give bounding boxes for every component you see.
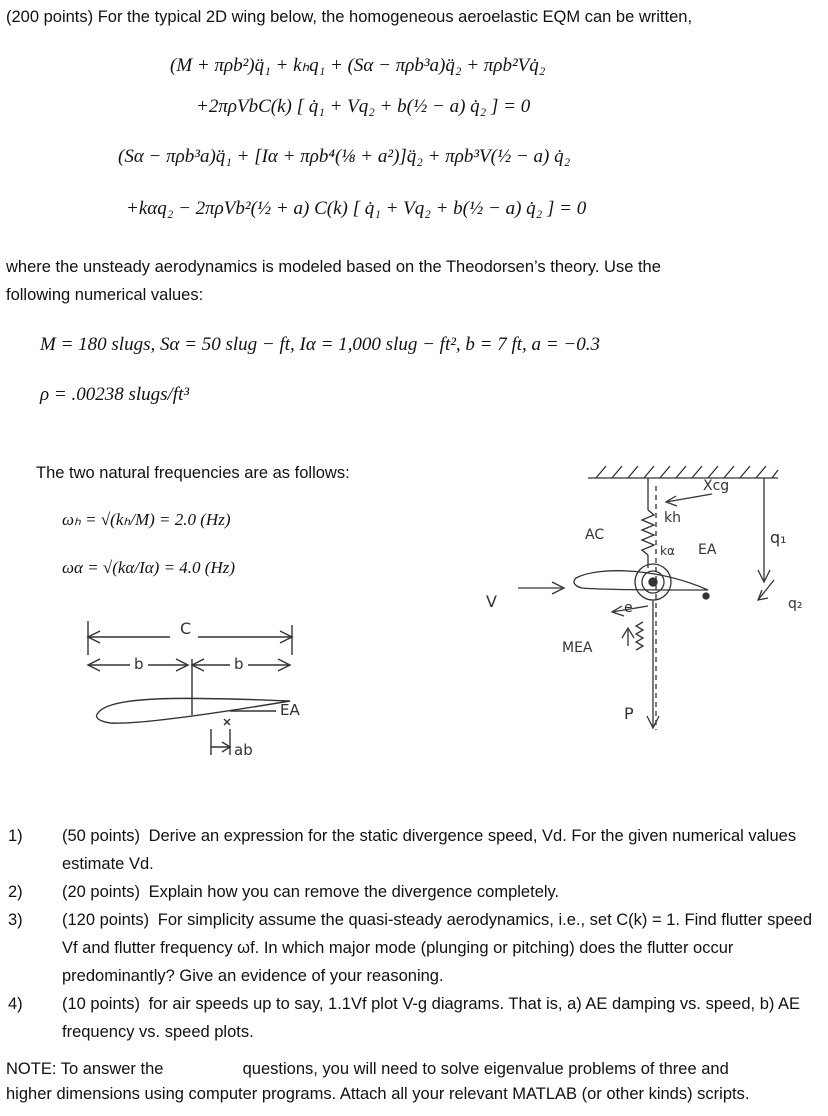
equation-line-2: +2πρVbC(k) [ q̇₁ + Vq₂ + b(½ − a) q̇₂ ] = 0 — [196, 96, 531, 117]
ab-label: ab — [234, 741, 253, 759]
note-line-1-end: questions, you will need to solve eigenvalue problems of three and — [242, 1060, 729, 1078]
question-points: (10 points) — [62, 995, 140, 1013]
xcg-label: Xcg — [703, 478, 730, 494]
ea-label: EA — [280, 701, 300, 719]
question-points: (50 points) — [62, 827, 140, 845]
note-line-1 — [6, 1058, 729, 1080]
mea-label: MEA — [562, 640, 593, 656]
question-text: Derive an expression for the static divergence speed, Vd. For the given numerical values estimate Vd. — [62, 827, 797, 873]
omega-h: ωₕ = √(kₕ/M) = 2.0 (Hz) — [62, 510, 231, 529]
question-item — [0, 878, 822, 906]
question-item — [0, 822, 822, 878]
frequencies-heading: The two natural frequencies are as follows: — [36, 464, 350, 482]
question-text: for air speeds up to say, 1.1Vf plot V-g diagrams. That is, a) AE damping vs. speed, b) AE frequency vs. speed plots. — [62, 995, 801, 1041]
b-right-label: b — [234, 655, 244, 673]
question-number: 1) — [8, 827, 23, 845]
equation-line-3: (Sα − πρb³a)q̈₁ + [Iα + πρb⁴(⅛ + a²)]q̈₂ + πρb³V(½ − a) q̇₂ — [118, 146, 571, 167]
wing-sketch — [478, 450, 823, 740]
question-list — [0, 822, 822, 1046]
wing-sketch-drawing — [478, 450, 823, 740]
question-text: Explain how you can remove the divergence completely. — [148, 883, 560, 901]
question-text: For simplicity assume the quasi-steady aerodynamics, i.e., set C(k) = 1. Find flutter speed Vf and flutter frequency ωf. In which major mode (plunging or pitching) does the flutter occur predominantly? Give an evidence of your reasoning. — [62, 911, 813, 985]
b-left-label: b — [134, 655, 144, 673]
equation-line-1: (M + πρb²)q̈₁ + kₕq₁ + (Sα − πρb³a)q̈₂ + πρb²Vq̇₂ — [170, 55, 546, 76]
question-points: (20 points) — [62, 883, 140, 901]
q1-label: q₁ — [770, 528, 787, 547]
kh-label: kh — [664, 510, 681, 526]
omega-alpha: ωα = √(kα/Iα) = 4.0 (Hz) — [62, 558, 236, 577]
airfoil-sketch — [80, 615, 320, 775]
x-mark-label — [220, 712, 227, 725]
question-number: 4) — [8, 995, 23, 1013]
note-line-2: higher dimensions using computer programs. Attach all your relevant MATLAB (or other kinds) scripts. — [6, 1085, 750, 1103]
airfoil-sketch-drawing — [80, 615, 320, 775]
numerical-values-line-2: ρ = .00238 slugs/ft³ — [40, 384, 190, 405]
question-item — [0, 906, 822, 990]
aero-text-line-1: where the unsteady aerodynamics is modeled based on the Theodorsen’s theory. Use the — [6, 258, 661, 276]
p-label: P — [624, 704, 634, 723]
v-label: V — [486, 592, 497, 611]
question-item — [0, 990, 822, 1046]
note-line-1-start: NOTE: To answer the — [6, 1060, 164, 1078]
numerical-values-line-1: M = 180 slugs, Sα = 50 slug − ft, Iα = 1,000 slug − ft², b = 7 ft, a = −0.3 — [40, 334, 600, 355]
ka-label: kα — [660, 544, 675, 558]
problem-intro: (200 points) For the typical 2D wing below, the homogeneous aeroelastic EQM can be written, — [6, 8, 693, 26]
question-number: 2) — [8, 883, 23, 901]
wing-ea-label: EA — [698, 542, 717, 558]
q2-label: q₂ — [788, 596, 803, 612]
question-points: (120 points) — [62, 911, 150, 929]
equation-line-4: +kαq₂ − 2πρVb²(½ + a) C(k) [ q̇₁ + Vq₂ + b(½ − a) q̇₂ ] = 0 — [126, 198, 587, 219]
chord-label: C — [180, 619, 192, 638]
e-label: e — [624, 600, 633, 616]
ac-label: AC — [585, 527, 605, 543]
aero-text-line-2: following numerical values: — [6, 286, 204, 304]
question-number: 3) — [8, 911, 23, 929]
